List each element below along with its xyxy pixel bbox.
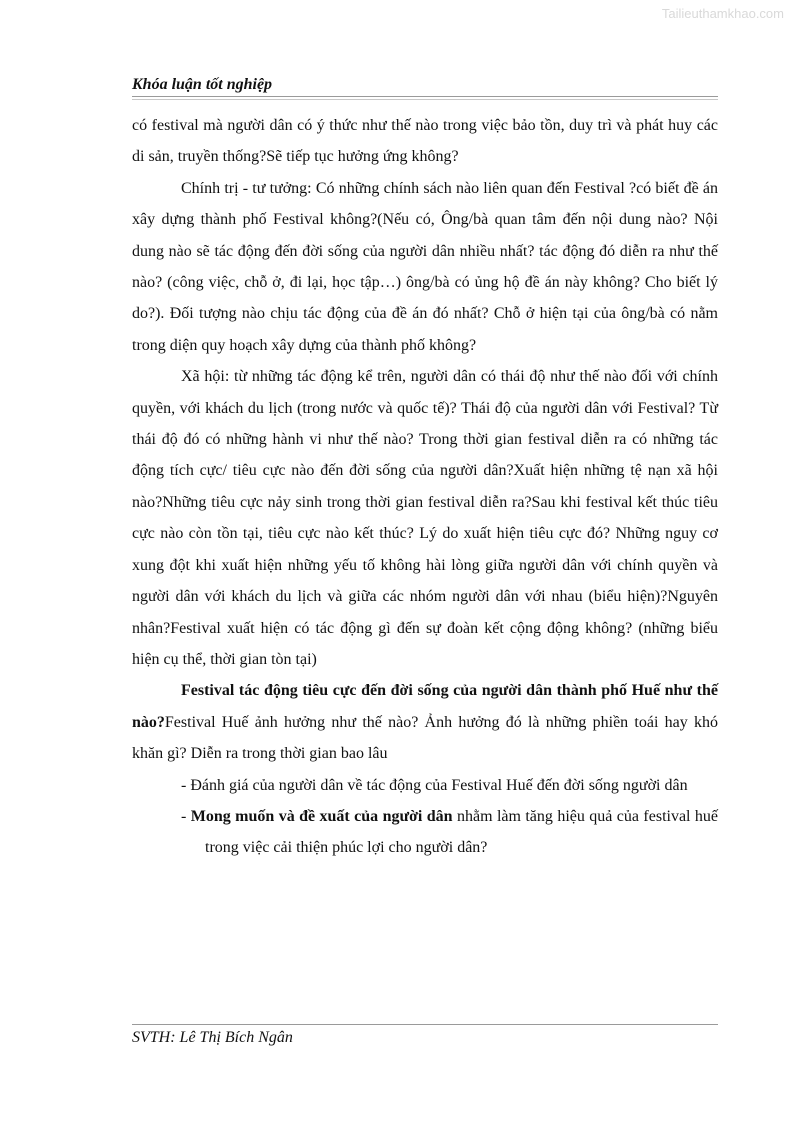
paragraph-society: Xã hội: từ những tác động kể trên, người dân có thái độ như thế nào đối với chính quyền, với khách du lịch (trong nước và quốc tế)? Thái độ của người dân với Festival? Từ thái độ đó có những hành vi như thế nào? Trong thời gian festival diễn ra có những tác động tích cực/ tiêu cực nào đến đời sống của người dân?Xuất hiện những tệ nạn xã hội nào?Những tiêu cực nảy sinh trong thời gian festival diễn ra?Sau khi festival kết thúc tiêu cực nào còn tồn tại, tiêu cực nào kết thúc? Lý do xuất hiện tiêu cực đó? Những nguy cơ xung đột khi xuất hiện những yếu tố không hài lòng giữa người dân với chính quyền và người dân với khách du lịch và giữa các nhóm người dân với nhau (biểu hiện)?Nguyên nhân?Festival xuất hiện có tác động gì đến sự đoàn kết cộng động không? (những biểu hiện cụ thể, thời gian tòn tại)	[132, 368, 718, 668]
header-divider	[132, 96, 718, 97]
header-divider-secondary	[132, 99, 718, 100]
paragraph-text: Festival Huế ảnh hưởng như thế nào? Ảnh hưởng đó là những phiền toái hay khó khăn gì? Diễn ra trong thời gian bao lâu	[132, 713, 718, 763]
paragraph-politics: Chính trị - tư tưởng: Có những chính sách nào liên quan đến Festival ?có biết đề án xây dựng thành phố Festival không?(Nếu có, Ông/bà quan tâm đến nội dung nào? Nội dung nào sẽ tác động đến đời sống của người dân nhiều nhất? tác động đó diễn ra như thế nào? (công việc, chỗ ở, đi lại, học tập…) ông/bà có ủng hộ đề án này không? Cho biết lý do?). Đối tượng nào chịu tác động của đề án đó nhất? Chỗ ở hiện tại của ông/bà có nằm trong diện quy hoạch xây dựng của thành phố không?	[132, 179, 718, 354]
paragraph-continuation: có festival mà người dân có ý thức như thế nào trong việc bảo tồn, duy trì và phát huy các di sản, truyền thống?Sẽ tiếp tục hưởng ứng không?	[132, 117, 718, 166]
list-dash: -	[181, 807, 191, 825]
footer-divider	[132, 1024, 718, 1025]
paragraph-negative-impact	[132, 675, 718, 769]
page-header-title: Khóa luận tốt nghiệp	[132, 76, 273, 93]
bold-question: Festival tác động tiêu cực đến đời sống của người dân thành phố Huế như thế nào?	[132, 682, 718, 731]
list-item-wishes	[132, 801, 718, 864]
footer-author: SVTH: Lê Thị Bích Ngân	[132, 1029, 293, 1046]
document-body	[132, 110, 718, 864]
watermark: Tailieuthamkhao.com	[661, 6, 784, 21]
bold-phrase: Mong muốn và đề xuất của người dân	[190, 807, 453, 825]
list-item-assessment: - Đánh giá của người dân về tác động của Festival Huế đến đời sống người dân	[181, 776, 688, 794]
paragraph-text: nhằm làm tăng hiệu quả của festival huế trong việc cải thiện phúc lợi cho người dân?	[205, 807, 719, 857]
